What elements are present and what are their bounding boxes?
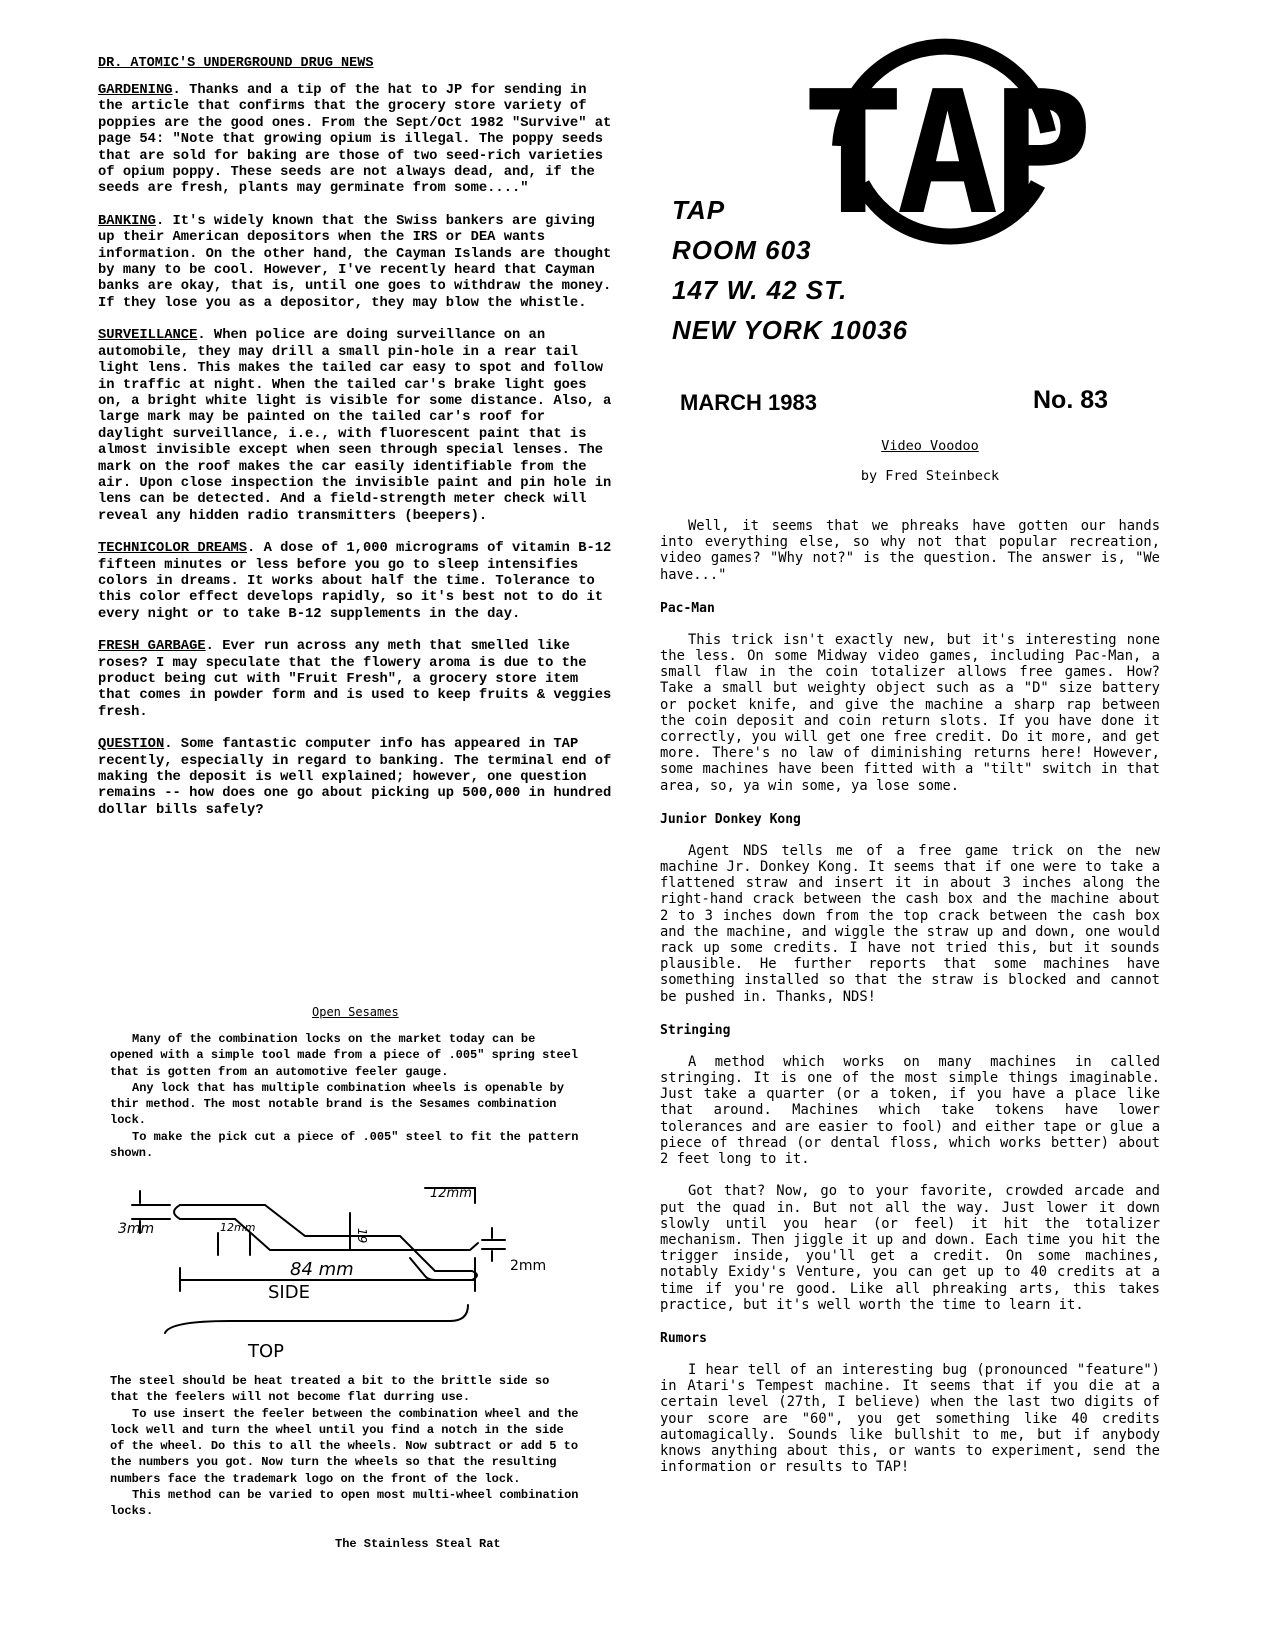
open-sesames-instructions — [110, 1373, 580, 1552]
top-label: TOP — [248, 1341, 285, 1362]
item-text: . It's widely known that the Swiss bankers are giving up their American depositors when the IRS or DEA wants information. On the other hand, the Cayman Islands are thought by many to be cool. However, I've recently heard that Cayman banks are okay, that is, until one goes to withdraw the money. If they lose you as a depositor, they may blow the whistle. — [98, 213, 612, 311]
article-byline: by Fred Steinbeck — [860, 468, 1000, 484]
article-title: Video Voodoo — [881, 438, 979, 454]
section-paragraph: A method which works on many machines in called stringing. It is one of the most simple things imaginable. Just take a quarter (or a token, if you have a place like that around. Machines which take tokens have lower tolerances and are easier to fool) and either tape or glue a piece of thread (or dental floss, which works better) about 2 feet long to it. — [660, 1053, 1160, 1168]
item-text: . Some fantastic computer info has appeared in TAP recently, especially in regard to banking. The terminal end of making the deposit is well explained; however, one question remains -- how does one go about picking up 500,000 in hundred dollar bills safely? — [98, 737, 612, 818]
section-paragraph: Got that? Now, go to your favorite, crowded arcade and put the quad in. But not all the way. Just lower it down slowly until you hear (or feel) it hit the totalizer mechanism. Then jiggle it up and down. Each time you hit the trigger inside, you'll get a credit. On some machines, notably Exidy's Venture, you can get up to 40 credits at a time if you're good. Like all phreaking arts, this takes practice, but it's well worth the time to learn it. — [660, 1183, 1160, 1313]
sesame-paragraph: Many of the combination locks on the market today can be opened with a simple tool made from a piece of .005" spring steel that is gotten from an automotive feeler gauge. — [110, 1032, 579, 1079]
sesame-signature: The Stainless Steal Rat — [335, 1536, 501, 1551]
dim-19: 19 — [355, 1228, 369, 1244]
item-text: . A dose of 1,000 micrograms of vitamin B-12 fifteen minutes or less before you go to sleep intensifies colors in dreams. It works about half the time. Tolerance to this color effect develops rapidly, so it's best not to do it every night or to take B-12 supplements in the day. — [98, 541, 612, 622]
item-banking — [98, 214, 618, 312]
pick-pattern-diagram — [110, 1183, 580, 1368]
section-paragraph: This trick isn't exactly new, but it's interesting none the less. On some Midway video games, including Pac-Man, a small flaw in the coin totalizer allows free games. How? Take a small but weighty object such as a "D" size battery or pocket knife, and give the machine a sharp rap between the coin deposit and coin return slots. If you have done it correctly, you will get one free credit. Do it more, and get more. There's no law of diminishing returns here! However, some machines have been fitted with a "tilt" switch in that area, so, ya win some, ya lose some. — [660, 631, 1160, 794]
keyword: FRESH GARBAGE — [98, 639, 206, 655]
drug-news-heading: DR. ATOMIC'S UNDERGROUND DRUG NEWS — [98, 56, 374, 71]
section-paragraph: Agent NDS tells me of a free game trick on the new machine Jr. Donkey Kong. It seems that if one were to take a flattened straw and insert it in about 3 inches along the right-hand crack between the cash box and the machine about 2 to 3 inches down from the top crack between the cash box and the machine, and wiggle the straw up and down, one would rack up some credits. I have not tried this, but it sounds plausible. He further reports that some machines have something installed so that the straw is blocked and cannot be pushed in. Thanks, NDS! — [660, 842, 1160, 1005]
dim-2mm: 2mm — [510, 1258, 547, 1274]
drug-news-column — [98, 56, 618, 835]
section-heading-pac-man: Pac-Man — [660, 600, 715, 616]
item-gardening — [98, 83, 618, 198]
item-technicolor-dreams — [98, 541, 618, 623]
item-fresh-garbage — [98, 639, 618, 721]
keyword: TECHNICOLOR DREAMS — [98, 541, 248, 557]
issue-date: MARCH 1983 — [680, 390, 817, 415]
open-sesames-article — [110, 1005, 580, 1565]
section-heading-rumors: Rumors — [660, 1330, 707, 1346]
keyword: SURVEILLANCE — [98, 328, 198, 344]
keyword: BANKING — [98, 213, 156, 229]
item-question — [98, 737, 618, 819]
address-line: NEW YORK 10036 — [672, 315, 909, 345]
section-heading-stringing: Stringing — [660, 1022, 731, 1038]
sesame-paragraph: Any lock that has multiple combination wheels is openable by thir method. The most notable brand is the Sesames combination lock. — [110, 1080, 565, 1128]
dim-12mm-right: 12mm — [430, 1186, 472, 1201]
address-line: 147 W. 42 ST. — [672, 275, 848, 305]
sesame-paragraph: This method can be varied to open most multi-wheel combination locks. — [110, 1488, 579, 1519]
section-heading-junior-donkey-kong: Junior Donkey Kong — [660, 811, 801, 827]
item-text: . Thanks and a tip of the hat to JP for sending in the article that confirms that the grocery store variety of poppies are the good ones. From the Sept/Oct 1982 "Survive" at page 54: "Note that growing opium is illegal. The poppy seeds that are sold for baking are those of two seed-rich varieties of opium poppy. These seeds are not always dead, and, if the seeds are fresh, plants may germinate from some...." — [98, 83, 612, 197]
dim-84mm: 84 mm — [290, 1259, 354, 1280]
video-voodoo-article — [660, 438, 1160, 1475]
side-label: SIDE — [268, 1282, 310, 1303]
issue-number: No. 83 — [1033, 386, 1109, 414]
address-line: TAP — [672, 195, 726, 225]
sesame-paragraph: To make the pick cut a piece of .005" steel to fit the pattern shown. — [110, 1129, 579, 1161]
item-text: . Ever run across any meth that smelled like roses? I may speculate that the flowery aroma is due to the product being cut with "Fruit Fresh", a grocery store item that comes in powder form and is used to keep fruits & veggies fresh. — [98, 639, 612, 720]
open-sesames-title: Open Sesames — [312, 1005, 399, 1019]
top-view-outline — [165, 1305, 468, 1333]
keyword: GARDENING — [98, 83, 173, 98]
section-paragraph: I hear tell of an interesting bug (pronounced "feature") in Atari's Tempest machine. It seems that if you die at a certain level (27th, I believe) when the last two digits of your score are "60", you get something like 40 credits automagically. Sounds like bullshit to me, but if anybody knows anything about this, or wants to experiment, send the information or results to TAP! — [660, 1361, 1160, 1476]
keyword: QUESTION — [98, 737, 165, 753]
item-text: . When police are doing surveillance on an automobile, they may drill a small pin-hole in a rear tail light lens. This makes the tailed car easy to spot and follow in traffic at night. When the tailed car's brake light goes on, a bright white light is visible for some distance. Also, a large mark may be painted on the tailed car's roof for daylight surveillance, i.e., with fluorescent paint that is almost invisible except when seen through special lenses. The mark on the roof makes the car easily identifiable from the air. Upon close inspection the invisible paint and pin hole in lens can be detected. And a field-strength meter check will reveal any hidden radio transmitters (beepers). — [98, 328, 612, 524]
article-intro: Well, it seems that we phreaks have gotten our hands into everything else, so why not that popular recreation, video games? "Why not?" is the question. The answer is, "We have..." — [660, 518, 1160, 583]
mailing-address — [672, 190, 908, 350]
tap-logo-text: TAP — [802, 55, 1086, 253]
address-line: ROOM 603 — [672, 235, 812, 265]
open-sesames-intro — [110, 1031, 580, 1161]
dim-12mm-left: 12mm — [220, 1221, 256, 1234]
item-surveillance — [98, 328, 618, 525]
sesame-paragraph: The steel should be heat treated a bit to the brittle side so that the feelers will not become flat durring use. — [110, 1374, 550, 1405]
sesame-paragraph: To use insert the feeler between the combination wheel and the lock well and turn the wheel until you find a notch in the side of the wheel. Do this to all the wheels. Now subtract or add 5 to the numbers you got. Now turn the wheels so that the resulting numbers face the trademark logo on the front of the lock. — [110, 1406, 579, 1486]
dim-3mm: 3mm — [118, 1221, 155, 1237]
